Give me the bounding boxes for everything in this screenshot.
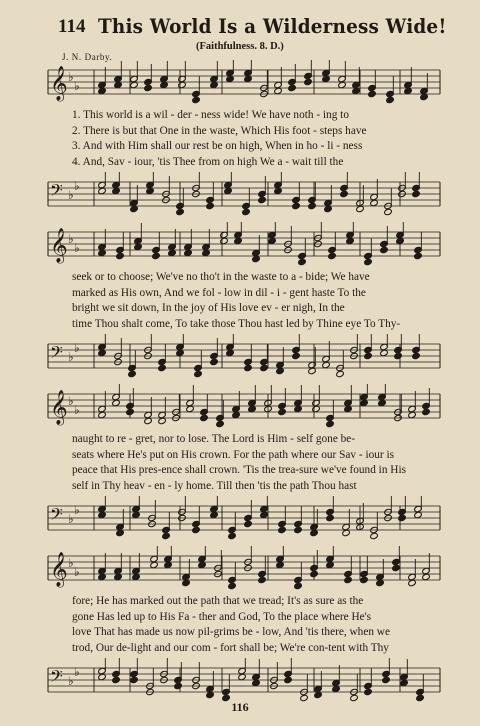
flat-icon: ♭	[68, 188, 74, 202]
note-head-icon	[162, 532, 171, 539]
note-head-icon	[130, 676, 139, 683]
lyrics-block	[72, 432, 438, 494]
note-head-icon	[364, 352, 373, 359]
note-head-icon	[324, 205, 333, 212]
lyric-line-verse-2: marked as His own, And we fol - low in dil - i - gent haste To the	[72, 286, 366, 299]
flat-icon: ♭	[74, 179, 80, 193]
note-head-icon	[242, 208, 251, 215]
bass-clef-icon: 𝄢	[50, 666, 63, 690]
bass-clef-icon: 𝄢	[50, 342, 63, 366]
note-head-icon	[284, 676, 293, 683]
note-head-icon	[370, 199, 379, 206]
note-head-icon	[344, 576, 353, 583]
lyric-line-verse-1: fore; He has marked out the path that we tread; It's as sure as the	[72, 595, 364, 607]
note-head-icon	[130, 81, 139, 88]
note-head-icon	[414, 252, 423, 259]
note-head-icon	[408, 411, 417, 418]
hymn-meter: (Faithfulness. 8. D.)	[196, 41, 284, 52]
note-head-icon	[360, 399, 369, 406]
note-head-icon	[192, 526, 201, 533]
note-head-icon	[396, 237, 405, 244]
note-head-icon	[130, 205, 139, 212]
note-head-icon	[178, 81, 187, 88]
note-head-icon	[210, 358, 219, 365]
lyrics-block	[72, 108, 438, 170]
lyric-line-verse-1: naught to re - gret, nor to lose. The Lord is Him - self gone be-	[72, 433, 356, 445]
note-head-icon	[382, 676, 391, 683]
note-head-icon	[224, 187, 233, 194]
note-head-icon	[364, 258, 373, 265]
note-head-icon	[338, 81, 347, 88]
note-head-icon	[298, 258, 307, 265]
treble-clef-icon: 𝄞	[50, 390, 68, 425]
note-head-icon	[340, 190, 349, 197]
note-head-icon	[394, 352, 403, 359]
flat-icon: ♭	[68, 70, 74, 84]
treble-clef-icon: 𝄞	[50, 228, 68, 263]
note-head-icon	[210, 81, 219, 88]
note-head-icon	[232, 411, 241, 418]
lyric-line-verse-1: seek or to choose; We've no tho't in the waste to a - bide; We have	[72, 271, 370, 283]
note-head-icon	[244, 75, 253, 82]
note-head-icon	[274, 87, 283, 94]
note-head-icon	[352, 87, 361, 94]
note-head-icon	[260, 364, 269, 371]
note-head-icon	[312, 405, 321, 412]
treble-staff	[0, 384, 480, 430]
note-head-icon	[274, 187, 283, 194]
note-head-icon	[294, 405, 303, 412]
note-head-icon	[370, 532, 379, 539]
note-head-icon	[356, 205, 365, 212]
treble-staff	[0, 546, 480, 592]
note-head-icon	[336, 370, 345, 377]
bass-staff	[0, 496, 480, 542]
note-head-icon	[244, 520, 253, 527]
note-head-icon	[238, 673, 247, 680]
note-head-icon	[364, 688, 373, 695]
lyric-line-verse-4: 4. And, Sav - iour, 'tis Thee from on high We a - wait till the	[72, 155, 344, 168]
lyric-line-verse-2: 2. There is but that One in the waste, Which His foot - steps have	[72, 124, 367, 137]
note-head-icon	[98, 249, 107, 256]
note-head-icon	[404, 87, 413, 94]
note-head-icon	[344, 405, 353, 412]
lyric-line-verse-1: 1. This world is a wil - der - ness wide! We have noth - ing to	[72, 109, 349, 121]
note-head-icon	[310, 570, 319, 577]
note-head-icon	[326, 514, 335, 521]
note-head-icon	[206, 691, 215, 698]
flat-icon: ♭	[74, 565, 80, 579]
note-head-icon	[322, 75, 331, 82]
flat-icon: ♭	[74, 341, 80, 355]
note-head-icon	[310, 529, 319, 536]
note-head-icon	[392, 564, 401, 571]
note-head-icon	[292, 202, 301, 209]
note-head-icon	[158, 417, 167, 424]
lyric-line-verse-2: seats where He's put on His crown. For the path where our Sav - iour is	[72, 448, 395, 461]
hymn-composer: J. N. Darby.	[62, 52, 113, 62]
note-head-icon	[234, 237, 243, 244]
note-head-icon	[328, 252, 337, 259]
treble-clef-icon: 𝄞	[50, 552, 68, 587]
flat-icon: ♭	[74, 403, 80, 417]
note-head-icon	[412, 352, 421, 359]
note-head-icon	[168, 249, 177, 256]
note-head-icon	[116, 252, 125, 259]
note-head-icon	[144, 84, 153, 91]
note-head-icon	[376, 579, 385, 586]
note-head-icon	[248, 405, 257, 412]
note-head-icon	[412, 190, 421, 197]
note-head-icon	[176, 208, 185, 215]
note-head-icon	[98, 511, 107, 518]
flat-icon: ♭	[68, 232, 74, 246]
note-head-icon	[228, 582, 237, 589]
note-head-icon	[114, 573, 123, 580]
treble-staff	[0, 60, 480, 106]
note-head-icon	[378, 399, 387, 406]
note-head-icon	[126, 408, 135, 415]
hymn-header	[0, 14, 480, 40]
note-head-icon	[160, 81, 169, 88]
lyric-line-verse-3: peace that His pres-ence shall crown. 'Tis the trea-sure we've found in His	[72, 464, 406, 476]
note-head-icon	[308, 202, 317, 209]
note-head-icon	[174, 682, 183, 689]
note-head-icon	[380, 246, 389, 253]
flat-icon: ♭	[68, 350, 74, 364]
flat-icon: ♭	[68, 394, 74, 408]
note-head-icon	[326, 561, 335, 568]
note-head-icon	[98, 411, 107, 418]
note-head-icon	[226, 75, 235, 82]
note-head-icon	[314, 691, 323, 698]
note-head-icon	[400, 679, 409, 686]
note-head-icon	[98, 87, 107, 94]
note-head-icon	[128, 370, 137, 377]
flat-icon: ♭	[68, 512, 74, 526]
note-head-icon	[276, 561, 285, 568]
hymn-number: 114	[58, 16, 86, 37]
note-head-icon	[220, 237, 229, 244]
lyric-line-verse-3: love That has made us now pil-grims be - low, And 'tis there, when we	[72, 626, 390, 638]
note-head-icon	[202, 249, 211, 256]
note-head-icon	[278, 526, 287, 533]
note-head-icon	[228, 532, 237, 539]
note-head-icon	[158, 364, 167, 371]
note-head-icon	[112, 399, 121, 406]
note-head-icon	[308, 367, 317, 374]
note-head-icon	[292, 352, 301, 359]
note-head-icon	[294, 582, 303, 589]
note-head-icon	[112, 676, 121, 683]
note-head-icon	[98, 673, 107, 680]
lyric-line-verse-2: gone Has led up to His Fa - ther and God, To the place where He's	[72, 610, 372, 623]
note-head-icon	[384, 208, 393, 215]
note-head-icon	[322, 361, 331, 368]
flat-icon: ♭	[68, 556, 74, 570]
bass-clef-icon: 𝄢	[50, 504, 63, 528]
note-head-icon	[360, 576, 369, 583]
note-head-icon	[116, 529, 125, 536]
note-head-icon	[164, 561, 173, 568]
note-head-icon	[420, 93, 429, 100]
note-head-icon	[186, 405, 195, 412]
page-number: 116	[231, 700, 249, 714]
note-head-icon	[216, 420, 225, 427]
note-head-icon	[98, 187, 107, 194]
note-head-icon	[260, 511, 269, 518]
note-head-icon	[386, 96, 395, 103]
note-head-icon	[258, 576, 267, 583]
flat-icon: ♭	[74, 503, 80, 517]
note-head-icon	[268, 237, 277, 244]
note-head-icon	[184, 249, 193, 256]
hymn-title: This World Is a Wilderness Wide!	[98, 14, 447, 38]
note-head-icon	[134, 243, 143, 250]
note-head-icon	[114, 81, 123, 88]
note-head-icon	[112, 187, 121, 194]
note-head-icon	[244, 364, 253, 371]
note-head-icon	[252, 255, 261, 262]
note-head-icon	[210, 511, 219, 518]
note-head-icon	[144, 417, 153, 424]
note-head-icon	[276, 367, 285, 374]
note-head-icon	[176, 349, 185, 356]
lyric-line-verse-4: self in Thy heav - en - ly home. Till then 'tis the path Thou hast	[72, 479, 357, 492]
note-head-icon	[422, 573, 431, 580]
lyric-line-verse-3: 3. And with Him shall our rest be on high, When in ho - li - ness	[72, 140, 363, 152]
note-head-icon	[132, 573, 141, 580]
note-head-icon	[182, 579, 191, 586]
treble-clef-icon: 𝄞	[50, 66, 68, 101]
note-head-icon	[150, 561, 159, 568]
lyrics-block	[72, 270, 438, 332]
note-head-icon	[146, 187, 155, 194]
note-head-icon	[408, 579, 417, 586]
lyric-line-verse-4: trod, Our de-light and our com - fort shall be; We're con-tent with Thy	[72, 641, 389, 654]
bass-clef-icon: 𝄢	[50, 180, 63, 204]
note-head-icon	[422, 408, 431, 415]
note-head-icon	[258, 196, 267, 203]
note-head-icon	[326, 420, 335, 427]
note-head-icon	[398, 514, 407, 521]
flat-icon: ♭	[74, 79, 80, 93]
note-head-icon	[288, 84, 297, 91]
note-head-icon	[152, 252, 161, 259]
note-head-icon	[200, 414, 209, 421]
note-head-icon	[252, 679, 261, 686]
note-head-icon	[332, 685, 341, 692]
note-head-icon	[198, 561, 207, 568]
note-head-icon	[346, 237, 355, 244]
note-head-icon	[98, 573, 107, 580]
treble-staff	[0, 222, 480, 268]
flat-icon: ♭	[74, 665, 80, 679]
note-head-icon	[98, 349, 107, 356]
note-head-icon	[304, 78, 313, 85]
bass-staff	[0, 658, 480, 704]
lyric-line-verse-4: time Thou shalt come, To take those Thou hast led by Thine eye To Thy-	[72, 317, 401, 330]
note-head-icon	[294, 526, 303, 533]
note-head-icon	[226, 349, 235, 356]
note-head-icon	[192, 96, 201, 103]
note-head-icon	[380, 349, 389, 356]
flat-icon: ♭	[74, 241, 80, 255]
lyrics-block	[72, 594, 438, 656]
note-head-icon	[342, 529, 351, 536]
note-head-icon	[278, 408, 287, 415]
note-head-icon	[206, 202, 215, 209]
bass-staff	[0, 334, 480, 380]
lyric-line-verse-3: bright we sit down, In the joy of His love ev - er nigh, In the	[72, 302, 345, 314]
note-head-icon	[414, 511, 423, 518]
note-head-icon	[194, 370, 203, 377]
flat-icon: ♭	[68, 674, 74, 688]
note-head-icon	[132, 511, 141, 518]
bass-staff	[0, 172, 480, 218]
note-head-icon	[368, 90, 377, 97]
